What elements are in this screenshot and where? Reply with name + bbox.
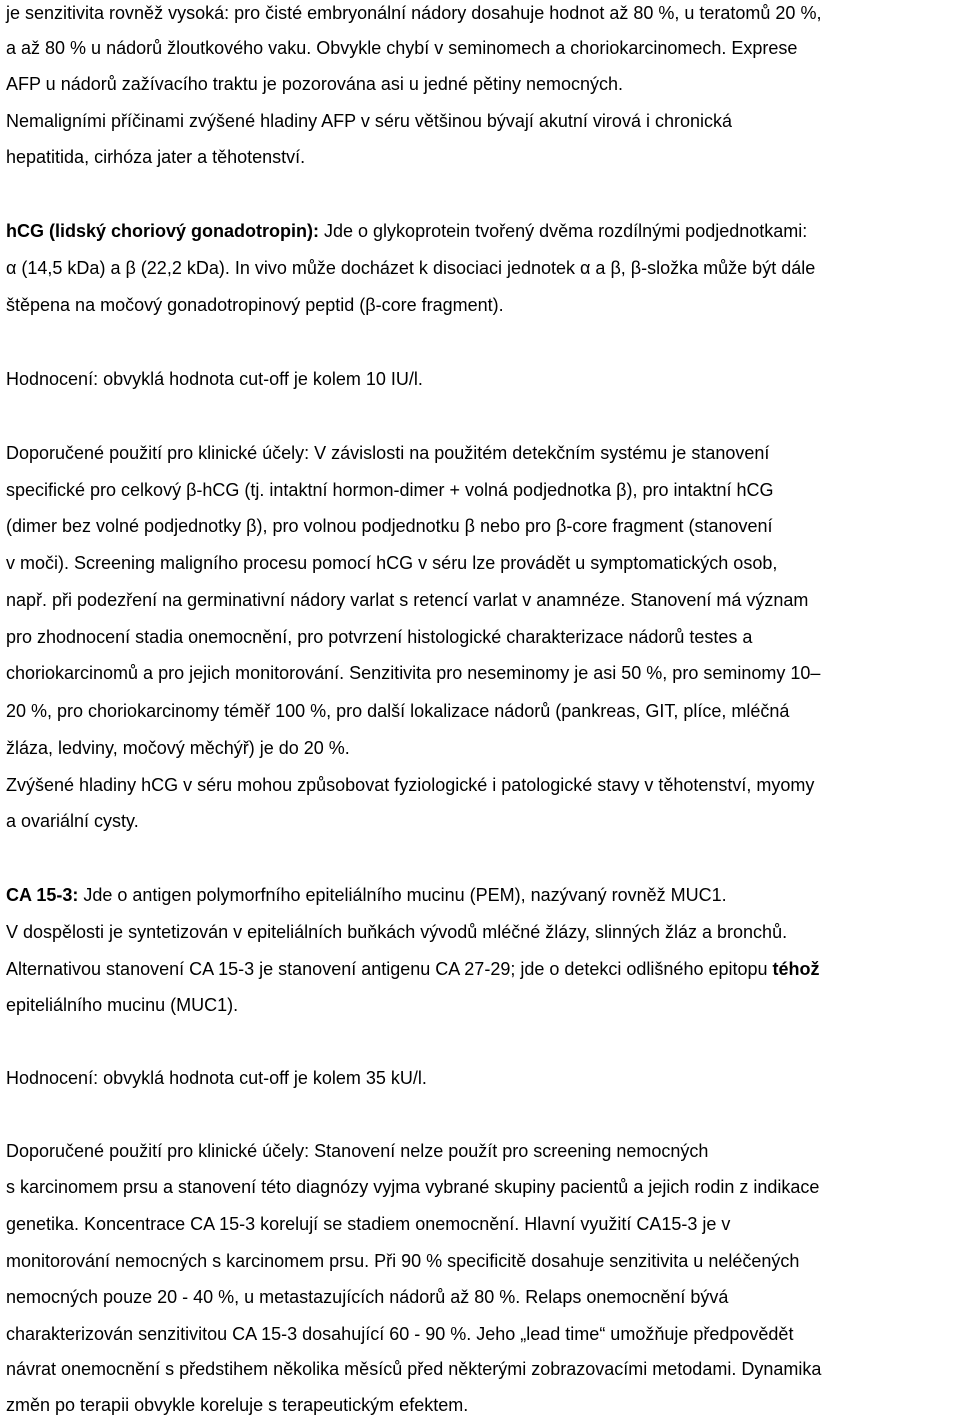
- paragraph-line: α (14,5 kDa) a β (22,2 kDa). In vivo může docházet k disociaci jednotek α a β, β-složka může být dále: [6, 258, 816, 278]
- paragraph-line: epiteliálního mucinu (MUC1).: [6, 995, 239, 1015]
- paragraph-line: AFP u nádorů zažívacího traktu je pozorována asi u jedné pětiny nemocných.: [6, 74, 624, 94]
- hcg-definition-line: [6, 220, 807, 242]
- paragraph-line: Nemaligními příčinami zvýšené hladiny AFP v séru většinou bývají akutní virová i chronická: [6, 111, 732, 131]
- paragraph-line: Zvýšené hladiny hCG v séru mohou způsobovat fyziologické i patologické stavy v těhotenství, myomy: [6, 775, 815, 795]
- ca153-definition-line: [6, 884, 727, 906]
- paragraph-line: choriokarcinomů a pro jejich monitorování. Senzitivita pro neseminomy je asi 50 %, pro seminomy 10–: [6, 663, 821, 683]
- paragraph-line: a ovariální cysty.: [6, 811, 139, 831]
- paragraph-line: a až 80 % u nádorů žloutkového vaku. Obvykle chybí v seminomech a choriokarcinomech. Exprese: [6, 38, 798, 58]
- paragraph-line: v moči). Screening maligního procesu pomocí hCG v séru lze provádět u symptomatických osob,: [6, 553, 778, 573]
- hcg-definition-text: Jde o glykoprotein tvořený dvěma rozdílnými podjednotkami:: [319, 221, 808, 241]
- paragraph-line: nemocných pouze 20 - 40 %, u metastazujících nádorů až 80 %. Relaps onemocnění bývá: [6, 1287, 729, 1307]
- emphasis-text: téhož: [772, 959, 820, 979]
- hcg-term: hCG (lidský choriový gonadotropin):: [6, 221, 320, 241]
- paragraph-line: monitorování nemocných s karcinomem prsu. Při 90 % specificitě dosahuje senzitivita u neléčených: [6, 1251, 800, 1271]
- paragraph-line: V dospělosti je syntetizován v epiteliálních buňkách vývodů mléčné žlázy, slinných žláz a bronchů.: [6, 922, 788, 942]
- ca153-rating: Hodnocení: obvyklá hodnota cut-off je kolem 35 kU/l.: [6, 1068, 427, 1088]
- paragraph-line: např. při podezření na germinativní nádory varlat s retencí varlat v anamnéze. Stanovení má význam: [6, 590, 809, 610]
- paragraph-line: Doporučené použití pro klinické účely: Stanovení nelze použít pro screening nemocných: [6, 1141, 709, 1161]
- paragraph-line: hepatitida, cirhóza jater a těhotenství.: [6, 147, 306, 167]
- ca153-term: CA 15-3:: [6, 885, 79, 905]
- hcg-rating: Hodnocení: obvyklá hodnota cut-off je kolem 10 IU/l.: [6, 369, 423, 389]
- paragraph-line: Doporučené použití pro klinické účely: V závislosti na použitém detekčním systému je stanovení: [6, 443, 770, 463]
- paragraph-line: charakterizován senzitivitou CA 15-3 dosahující 60 - 90 %. Jeho „lead time“ umožňuje předpovědět: [6, 1324, 794, 1344]
- paragraph-line: s karcinomem prsu a stanovení této diagnózy vyjma vybrané skupiny pacientů a jejich rodin z indikace: [6, 1177, 820, 1197]
- paragraph-text: Alternativou stanovení CA 15-3 je stanovení antigenu CA 27-29; jde o detekci odlišného epitopu: [6, 959, 773, 979]
- paragraph-line: (dimer bez volné podjednotky β), pro volnou podjednotku β nebo pro β-core fragment (stanovení: [6, 516, 773, 536]
- paragraph-line: 20 %, pro choriokarcinomy téměř 100 %, pro další lokalizace nádorů (pankreas, GIT, plíce, mléčná: [6, 701, 790, 721]
- paragraph-line: specifické pro celkový β-hCG (tj. intaktní hormon-dimer + volná podjednotka β), pro intaktní hCG: [6, 480, 774, 500]
- paragraph-line: změn po terapii obvykle koreluje s terapeutickým efektem.: [6, 1395, 469, 1415]
- paragraph-line: návrat onemocnění s předstihem několika měsíců před některými zobrazovacími metodami. Dynamika: [6, 1359, 822, 1379]
- paragraph-line: pro zhodnocení stadia onemocnění, pro potvrzení histologické charakterizace nádorů testes a: [6, 627, 753, 647]
- paragraph-line: žláza, ledviny, močový měchýř) je do 20 %.: [6, 738, 350, 758]
- ca153-definition-text: Jde o antigen polymorfního epiteliálního mucinu (PEM), nazývaný rovněž MUC1.: [78, 885, 727, 905]
- paragraph-line-with-emphasis: [6, 958, 820, 980]
- paragraph-line: genetika. Koncentrace CA 15-3 korelují se stadiem onemocnění. Hlavní využití CA15-3 je v: [6, 1214, 731, 1234]
- paragraph-line: je senzitivita rovněž vysoká: pro čisté embryonální nádory dosahuje hodnot až 80 %, u teratomů 20 %,: [6, 3, 822, 23]
- paragraph-line: štěpena na močový gonadotropinový peptid (β-core fragment).: [6, 295, 504, 315]
